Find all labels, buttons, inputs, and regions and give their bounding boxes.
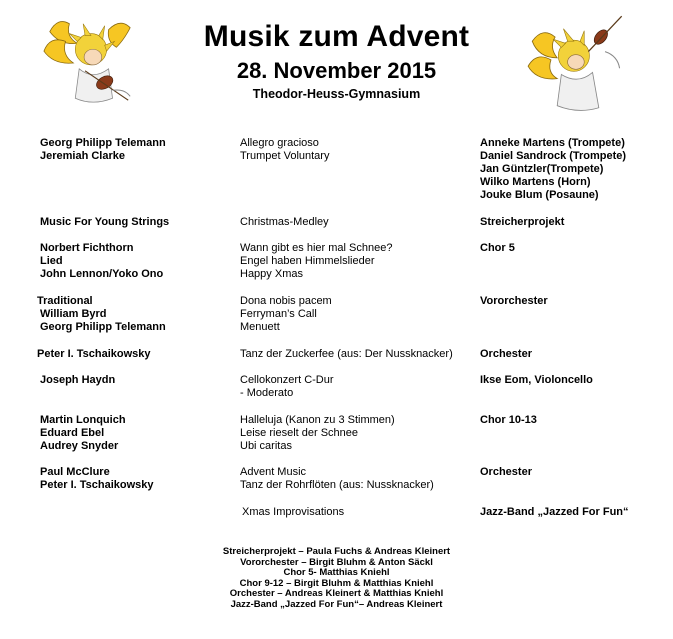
- composer-name: Georg Philipp Telemann: [40, 137, 166, 149]
- composer-name: Lied: [40, 255, 63, 267]
- concert-venue: Theodor-Heuss-Gymnasium: [252, 87, 421, 101]
- composer-name: Eduard Ebel: [40, 427, 105, 439]
- program-performers-5: [480, 374, 593, 387]
- program-pieces-5: [240, 374, 334, 400]
- program-pieces-4: [240, 348, 453, 361]
- performer-name: Daniel Sandrock (Trompete): [480, 150, 627, 162]
- piece-title: Advent Music: [240, 466, 307, 478]
- concert-date: 28. November 2015: [236, 58, 437, 83]
- credit-line: Chor 9-12 – Birgit Bluhm & Matthias Kniehl: [239, 577, 434, 589]
- program-pieces-3: [240, 295, 332, 334]
- credit-line: Jazz-Band „Jazzed For Fun“– Andreas Kleinert: [230, 598, 443, 610]
- piece-title: Ferryman’s Call: [240, 308, 317, 320]
- piece-title: Wann gibt es hier mal Schnee?: [240, 242, 393, 254]
- performer-name: Anneke Martens (Trompete): [480, 137, 625, 149]
- composer-name: William Byrd: [40, 308, 107, 320]
- program-pieces-2: [240, 242, 392, 281]
- program-pieces-0: [240, 137, 329, 163]
- composer-name: Georg Philipp Telemann: [40, 321, 166, 333]
- performer-name: Orchester: [480, 466, 532, 478]
- program-composers-3: [37, 295, 166, 334]
- composer-name: Jeremiah Clarke: [40, 150, 125, 162]
- piece-title: Leise rieselt der Schnee: [240, 427, 359, 439]
- composer-name: Norbert Fichthorn: [40, 242, 134, 254]
- piece-title: Trumpet Voluntary: [240, 150, 330, 162]
- credit-line: Vororchester – Birgit Bluhm & Anton Säckl: [240, 556, 433, 568]
- credit-line: Orchester – Andreas Kleinert & Matthias Kniehl: [229, 588, 444, 600]
- program-performers-4: [480, 348, 532, 361]
- program-performers-1: [480, 216, 564, 229]
- composer-name: Peter I. Tschaikowsky: [40, 479, 154, 491]
- program-performers-0: [480, 137, 626, 202]
- piece-title: Tanz der Rohrflöten (aus: Nussknacker): [240, 479, 434, 491]
- performer-name: Jan Güntzler(Trompete): [480, 163, 604, 175]
- piece-title: - Moderato: [240, 387, 294, 399]
- performer-name: Chor 10-13: [480, 414, 537, 426]
- program-pieces-1: [240, 216, 329, 229]
- program-composers-5: [40, 374, 115, 387]
- composer-name: Audrey Snyder: [40, 440, 119, 452]
- piece-title: Cellokonzert C-Dur: [240, 374, 334, 386]
- program-pieces-7: [240, 466, 434, 492]
- performer-name: Ikse Eom, Violoncello: [480, 374, 593, 386]
- performer-name: Orchester: [480, 348, 532, 360]
- concert-title: Musik zum Advent: [203, 20, 470, 53]
- performer-name: Wilko Martens (Horn): [480, 176, 591, 188]
- piece-title: Happy Xmas: [240, 268, 303, 280]
- composer-name: Traditional: [37, 295, 93, 307]
- ensemble-directors-credits: [0, 547, 673, 611]
- program-composers-2: [40, 242, 163, 281]
- performer-name: Chor 5: [480, 242, 515, 254]
- credit-line: Streicherprojekt – Paula Fuchs & Andreas Kleinert: [222, 546, 451, 557]
- piece-title: Xmas Improvisations: [242, 506, 345, 518]
- piece-title: Engel haben Himmelslieder: [240, 255, 375, 267]
- program-pieces-8: [242, 506, 344, 519]
- program-composers-6: [40, 414, 126, 453]
- program-pieces-6: [240, 414, 395, 453]
- program-performers-3: [480, 295, 548, 308]
- performer-name: Jazz-Band „Jazzed For Fun“: [480, 506, 629, 518]
- piece-title: Ubi caritas: [240, 440, 292, 452]
- performer-name: Streicherprojekt: [480, 216, 565, 228]
- piece-title: Dona nobis pacem: [240, 295, 332, 307]
- credit-line: Chor 5- Matthias Kniehl: [283, 567, 390, 579]
- program-performers-6: [480, 414, 537, 427]
- program-composers-0: [40, 137, 166, 163]
- composer-name: Joseph Haydn: [40, 374, 116, 386]
- program-composers-7: [40, 466, 154, 492]
- composer-name: Martin Lonquich: [40, 414, 126, 426]
- piece-title: Halleluja (Kanon zu 3 Stimmen): [240, 414, 395, 426]
- composer-name: Music For Young Strings: [40, 216, 170, 228]
- composer-name: Peter I. Tschaikowsky: [37, 348, 151, 360]
- composer-name: Paul McClure: [40, 466, 110, 478]
- performer-name: Vororchester: [480, 295, 548, 307]
- piece-title: Allegro gracioso: [240, 137, 319, 149]
- piece-title: Tanz der Zuckerfee (aus: Der Nussknacker): [240, 348, 453, 360]
- piece-title: Menuett: [240, 321, 280, 333]
- program-performers-7: [480, 466, 532, 479]
- program-performers-2: [480, 242, 515, 255]
- program-performers-8: [480, 506, 629, 519]
- program-composers-1: [40, 216, 169, 229]
- composer-name: John Lennon/Yoko Ono: [40, 268, 164, 280]
- piece-title: Christmas-Medley: [240, 216, 329, 228]
- performer-name: Jouke Blum (Posaune): [480, 189, 599, 201]
- program-composers-4: [37, 348, 151, 361]
